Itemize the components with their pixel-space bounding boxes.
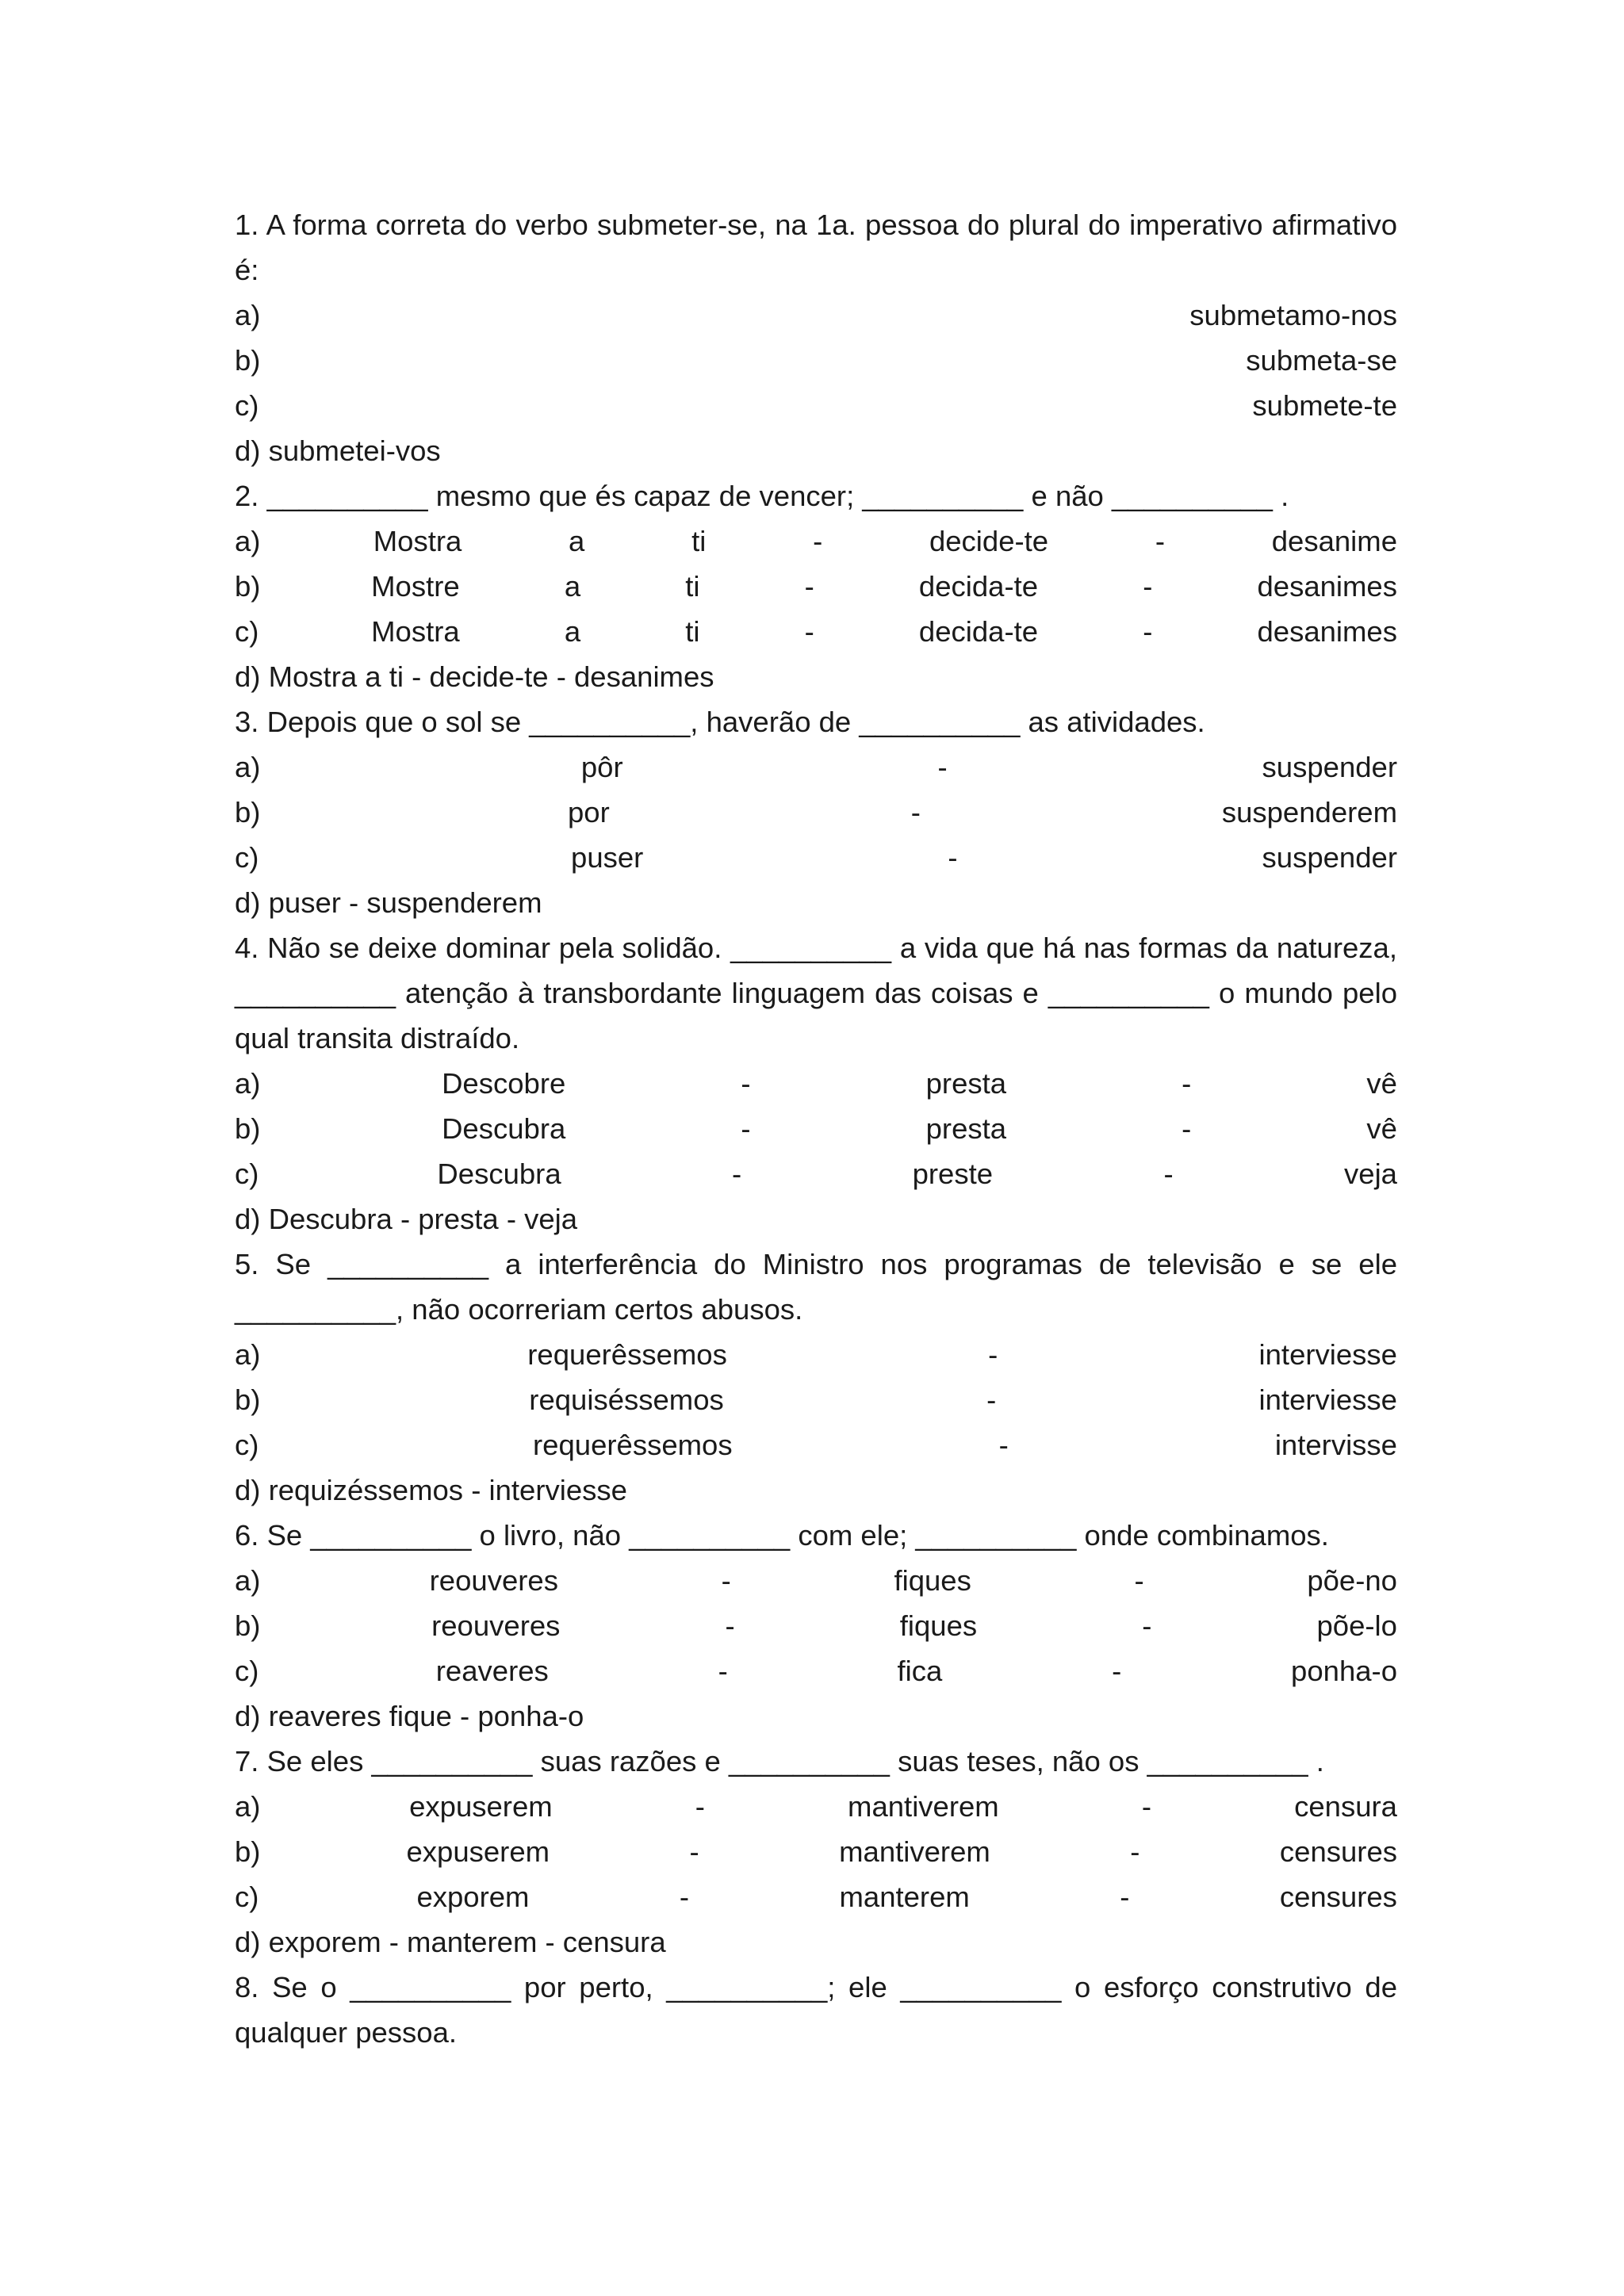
option-token: requiséssemos xyxy=(529,1383,724,1416)
option-token: decida-te xyxy=(918,570,1039,603)
option-token: Descobre xyxy=(442,1067,566,1100)
option-token: - xyxy=(679,1881,690,1913)
text-line: d) reaveres fique - ponha-o xyxy=(235,1700,584,1732)
option-token: desanimes xyxy=(1257,570,1397,603)
text-line: d) Mostra a ti - decide-te - desanimes xyxy=(235,660,714,693)
option-token: censures xyxy=(1279,1881,1397,1913)
option-letter: b) xyxy=(235,796,261,828)
text-line: 4. Não se deixe dominar pela solidão. __________ a vida que há nas formas da natureza, xyxy=(235,932,1397,964)
answer-option-row xyxy=(235,1066,1397,1101)
option-token: - xyxy=(988,1338,998,1371)
answer-option-row xyxy=(235,1563,1397,1598)
option-letter: c) xyxy=(235,1881,259,1913)
text-line: 3. Depois que o sol se __________, haverão de __________ as atividades. xyxy=(235,706,1205,738)
answer-option-row xyxy=(235,795,1397,830)
option-letter: c) xyxy=(235,1158,259,1190)
option-letter: b) xyxy=(235,570,261,603)
option-token: vê xyxy=(1366,1112,1397,1145)
option-token: a xyxy=(569,525,585,557)
option-token: a xyxy=(564,615,581,648)
option-token: - xyxy=(1120,1881,1130,1913)
option-letter: b) xyxy=(235,1609,261,1642)
option-token: decide-te xyxy=(929,525,1049,557)
option-token: - xyxy=(741,1112,751,1145)
answer-option-row xyxy=(235,1654,1397,1689)
answer-option-row xyxy=(235,1337,1397,1372)
option-token: Descubra xyxy=(442,1112,566,1145)
option-token: ponha-o xyxy=(1291,1655,1397,1687)
answer-option-row xyxy=(235,1112,1397,1146)
option-token: intervisse xyxy=(1274,1429,1397,1461)
answer-option-row xyxy=(235,1383,1397,1418)
answer-option-row xyxy=(235,1428,1397,1463)
option-token: puser xyxy=(571,841,644,874)
option-token: Mostra xyxy=(373,525,462,557)
option-token: pôr xyxy=(580,751,623,783)
option-token: ti xyxy=(685,570,700,603)
text-line: 6. Se __________ o livro, não __________ com ele; __________ onde combinamos. xyxy=(235,1519,1329,1552)
option-token: submetamo-nos xyxy=(1189,299,1397,331)
option-token: - xyxy=(1112,1655,1122,1687)
answer-option-row xyxy=(235,840,1397,875)
option-token: suspenderem xyxy=(1221,796,1397,828)
text-line: d) exporem - manterem - censura xyxy=(235,1926,666,1958)
option-token: - xyxy=(998,1429,1009,1461)
option-token: mantiverem xyxy=(848,1790,999,1823)
option-token: exporem xyxy=(416,1881,530,1913)
option-letter: a) xyxy=(235,751,261,783)
option-token: põe-no xyxy=(1307,1564,1397,1597)
option-token: - xyxy=(689,1835,699,1868)
option-token: - xyxy=(1155,525,1165,557)
option-token: manterem xyxy=(839,1881,970,1913)
option-token: fiques xyxy=(894,1564,971,1597)
option-token: - xyxy=(732,1158,742,1190)
option-token: - xyxy=(1182,1112,1192,1145)
option-token: mantiverem xyxy=(839,1835,990,1868)
option-token: reouveres xyxy=(429,1564,558,1597)
text-line: 7. Se eles __________ suas razões e __________ suas teses, não os __________ . xyxy=(235,1745,1324,1777)
answer-option-row xyxy=(235,343,1397,378)
option-letter: a) xyxy=(235,1790,261,1823)
option-token: - xyxy=(937,751,948,783)
option-token: desanimes xyxy=(1257,615,1397,648)
option-token: expuserem xyxy=(409,1790,553,1823)
answer-option-row xyxy=(235,569,1397,604)
option-token: - xyxy=(1182,1067,1192,1100)
option-token: - xyxy=(1143,570,1153,603)
option-letter: c) xyxy=(235,841,259,874)
answer-option-row xyxy=(235,614,1397,649)
answer-option-row xyxy=(235,1835,1397,1869)
option-token: requerêssemos xyxy=(527,1338,727,1371)
option-token: - xyxy=(741,1067,751,1100)
option-token: veja xyxy=(1344,1158,1397,1190)
option-token: suspender xyxy=(1262,751,1397,783)
option-token: Mostra xyxy=(371,615,460,648)
text-line: qualquer pessoa. xyxy=(235,2016,458,2049)
option-token: - xyxy=(695,1790,705,1823)
option-token: - xyxy=(804,615,814,648)
option-token: põe-lo xyxy=(1316,1609,1397,1642)
answer-option-row xyxy=(235,1789,1397,1824)
option-token: - xyxy=(1141,1790,1151,1823)
option-token: - xyxy=(1142,1609,1152,1642)
option-letter: c) xyxy=(235,615,259,648)
text-line: 5. Se __________ a interferência do Ministro nos programas de televisão e se ele xyxy=(235,1248,1397,1280)
option-token: - xyxy=(804,570,814,603)
text-line: __________ atenção à transbordante linguagem das coisas e __________ o mundo pelo xyxy=(235,977,1397,1009)
answer-option-row xyxy=(235,1157,1397,1192)
answer-option-row xyxy=(235,388,1397,423)
option-token: fica xyxy=(897,1655,943,1687)
option-token: Descubra xyxy=(437,1158,561,1190)
answer-option-row xyxy=(235,298,1397,333)
option-token: - xyxy=(986,1383,997,1416)
answer-option-row xyxy=(235,1609,1397,1644)
text-line: d) puser - suspenderem xyxy=(235,886,542,919)
option-token: presta xyxy=(925,1067,1007,1100)
option-token: - xyxy=(1143,615,1153,648)
text-line: qual transita distraído. xyxy=(235,1022,520,1054)
option-letter: c) xyxy=(235,1655,259,1687)
option-token: - xyxy=(725,1609,735,1642)
option-letter: a) xyxy=(235,1338,261,1371)
option-token: ti xyxy=(685,615,700,648)
option-token: - xyxy=(813,525,823,557)
option-token: suspender xyxy=(1262,841,1397,874)
option-token: censura xyxy=(1294,1790,1397,1823)
answer-option-row xyxy=(235,750,1397,785)
option-token: por xyxy=(567,796,610,828)
option-token: decida-te xyxy=(918,615,1039,648)
option-token: presta xyxy=(925,1112,1007,1145)
text-line: 1. A forma correta do verbo submeter-se, na 1a. pessoa do plural do imperativo afirmativo xyxy=(235,209,1397,241)
option-token: - xyxy=(1163,1158,1174,1190)
option-token: submete-te xyxy=(1252,389,1397,422)
option-token: - xyxy=(1134,1564,1144,1597)
text-line: __________, não ocorreriam certos abusos. xyxy=(235,1293,803,1326)
option-token: - xyxy=(718,1655,728,1687)
option-letter: c) xyxy=(235,389,259,422)
text-line: é: xyxy=(235,254,259,286)
option-letter: c) xyxy=(235,1429,259,1461)
option-letter: a) xyxy=(235,1067,261,1100)
option-letter: b) xyxy=(235,1383,261,1416)
option-token: reaveres xyxy=(435,1655,549,1687)
option-letter: a) xyxy=(235,299,261,331)
option-letter: a) xyxy=(235,1564,261,1597)
text-line: d) requizéssemos - interviesse xyxy=(235,1474,627,1506)
text-line: 2. __________ mesmo que és capaz de vencer; __________ e não __________ . xyxy=(235,480,1289,512)
answer-option-row xyxy=(235,524,1397,559)
option-token: reouveres xyxy=(431,1609,561,1642)
option-token: fiques xyxy=(899,1609,978,1642)
option-token: - xyxy=(1130,1835,1140,1868)
option-token: vê xyxy=(1366,1067,1397,1100)
option-letter: a) xyxy=(235,525,261,557)
option-token: interviesse xyxy=(1258,1383,1397,1416)
option-token: a xyxy=(564,570,581,603)
option-token: Mostre xyxy=(371,570,460,603)
text-line: 8. Se o __________ por perto, __________; ele __________ o esforço construtivo de xyxy=(235,1971,1397,2003)
option-token: preste xyxy=(912,1158,994,1190)
option-token: desanime xyxy=(1271,525,1397,557)
option-token: expuserem xyxy=(406,1835,550,1868)
option-token: interviesse xyxy=(1258,1338,1397,1371)
option-token: - xyxy=(910,796,921,828)
text-line: d) Descubra - presta - veja xyxy=(235,1203,578,1235)
text-line: d) submetei-vos xyxy=(235,434,441,467)
option-token: censures xyxy=(1279,1835,1397,1868)
option-letter: b) xyxy=(235,344,261,377)
option-letter: b) xyxy=(235,1112,261,1145)
option-token: ti xyxy=(691,525,707,557)
option-token: submeta-se xyxy=(1246,344,1397,377)
option-token: - xyxy=(948,841,958,874)
option-token: requerêssemos xyxy=(533,1429,733,1461)
option-letter: b) xyxy=(235,1835,261,1868)
option-token: - xyxy=(721,1564,731,1597)
answer-option-row xyxy=(235,1880,1397,1915)
